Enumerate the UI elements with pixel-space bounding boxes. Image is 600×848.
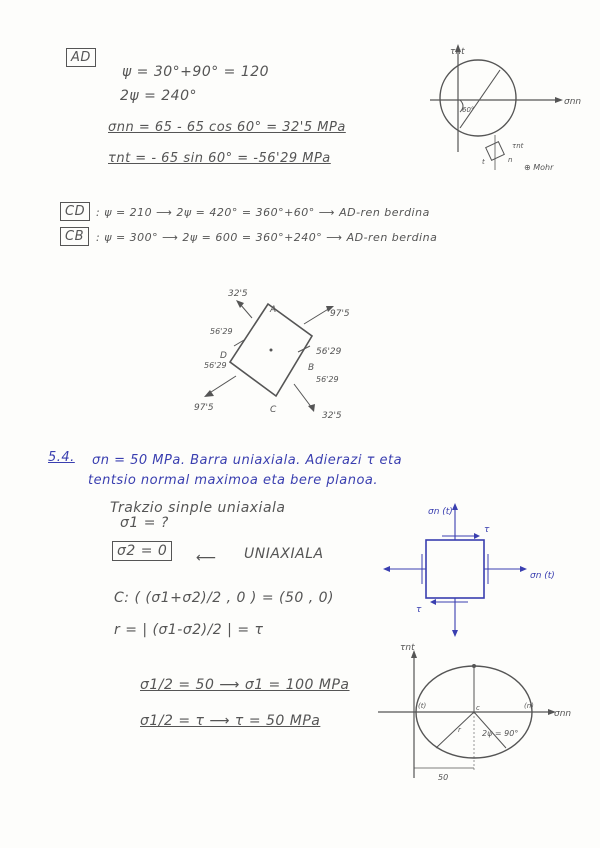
- mohr-bottom-sigma-axis: σnn: [554, 709, 572, 719]
- mohr-bottom-point-t: (t): [418, 702, 427, 710]
- ad-line-sigma: σnn = 65 - 65 cos 60° = 32'5 MPa: [108, 120, 346, 135]
- label-cd: CD: [60, 202, 90, 221]
- elem-corner-d: D: [220, 351, 227, 361]
- mohr-bottom-center: c: [476, 704, 480, 712]
- cb-line: : ψ = 300° ⟶ 2ψ = 600 = 360°+240° ⟶ AD-ren berdina: [96, 231, 438, 244]
- center-formula: C: ( (σ1+σ2)/2 , 0 ) = (50 , 0): [114, 590, 334, 606]
- mohr-top-element-tau: τnt: [512, 142, 524, 150]
- mohr-top-sigma-axis: σnn: [564, 97, 582, 107]
- ad-line-tau: τnt = - 65 sin 60° = -56'29 MPa: [108, 151, 331, 166]
- label-cb: CB: [60, 227, 89, 246]
- mohr-top-note: ⊕ Mohr: [524, 163, 554, 172]
- section-54-subtitle: Trakzio sinple uniaxiala: [110, 500, 286, 516]
- mohr-top-tau-axis: τnt: [450, 47, 465, 57]
- section-54-number: 5.4.: [48, 450, 75, 465]
- elem-right-lower-value: 56'29: [316, 375, 339, 384]
- cd-line: : ψ = 210 ⟶ 2ψ = 420° = 360°+60° ⟶ AD-ren berdina: [96, 206, 430, 219]
- result-sigma1: σ1/2 = 50 ⟶ σ1 = 100 MPa: [140, 677, 350, 693]
- sq-tau-right-label: τ: [484, 525, 490, 535]
- mohr-circle-sketch-top: [420, 40, 595, 190]
- mohr-top-element-n: n: [508, 156, 513, 164]
- elem-top-value: 32'5: [228, 289, 248, 299]
- uniaxial-label: UNIAXIALA: [244, 546, 324, 562]
- mohr-bottom-tau-axis: τnt: [400, 643, 415, 653]
- elem-corner-a: A: [270, 305, 277, 315]
- mohr-bottom-angle: 2ψ = 90°: [482, 729, 519, 738]
- mohr-bottom-point-n: (n): [524, 702, 534, 710]
- mohr-top-element-t: t: [482, 158, 485, 166]
- elem-corner-b: B: [308, 363, 315, 373]
- uniaxial-stress-element: [382, 500, 582, 650]
- elem-left-lower-value: 56'29: [204, 361, 227, 370]
- ad-line-double-angle: 2ψ = 240°: [120, 88, 197, 104]
- elem-right-value: 56'29: [316, 347, 342, 357]
- elem-bottom-value: 32'5: [322, 411, 342, 421]
- ad-line-angle: ψ = 30°+90° = 120: [122, 64, 270, 80]
- elem-top-right-value: 97'5: [330, 309, 350, 319]
- section-54-heading-2: tentsio normal maximoa eta bere planoa.: [88, 473, 379, 488]
- sigma1-unknown: σ1 = ?: [120, 515, 169, 531]
- mohr-bottom-dimension: 50: [438, 773, 449, 782]
- section-54-heading: σn = 50 MPa. Barra uniaxiala. Adierazi τ eta: [92, 453, 403, 468]
- mohr-bottom-radius: r: [458, 726, 461, 734]
- sq-sigma-right-label: σn (t): [530, 571, 555, 581]
- sigma2-zero: σ2 = 0: [112, 541, 172, 561]
- elem-corner-c: C: [270, 405, 277, 415]
- elem-bottom-left-value: 97'5: [194, 403, 214, 413]
- sq-tau-left-label: τ: [416, 605, 422, 615]
- result-tau: σ1/2 = τ ⟶ τ = 50 MPa: [140, 713, 321, 729]
- rotated-stress-element: [180, 280, 370, 430]
- mohr-circle-sketch-bottom: [374, 640, 584, 790]
- sq-sigma-top-label: σn (t): [428, 507, 453, 517]
- label-ad: AD: [66, 48, 96, 67]
- arrow-uniaxial: ⟵: [196, 550, 217, 566]
- elem-left-value: 56'29: [210, 327, 233, 336]
- mohr-top-angle: 60°: [462, 106, 475, 114]
- radius-formula: r = | (σ1-σ2)/2 | = τ: [114, 622, 264, 638]
